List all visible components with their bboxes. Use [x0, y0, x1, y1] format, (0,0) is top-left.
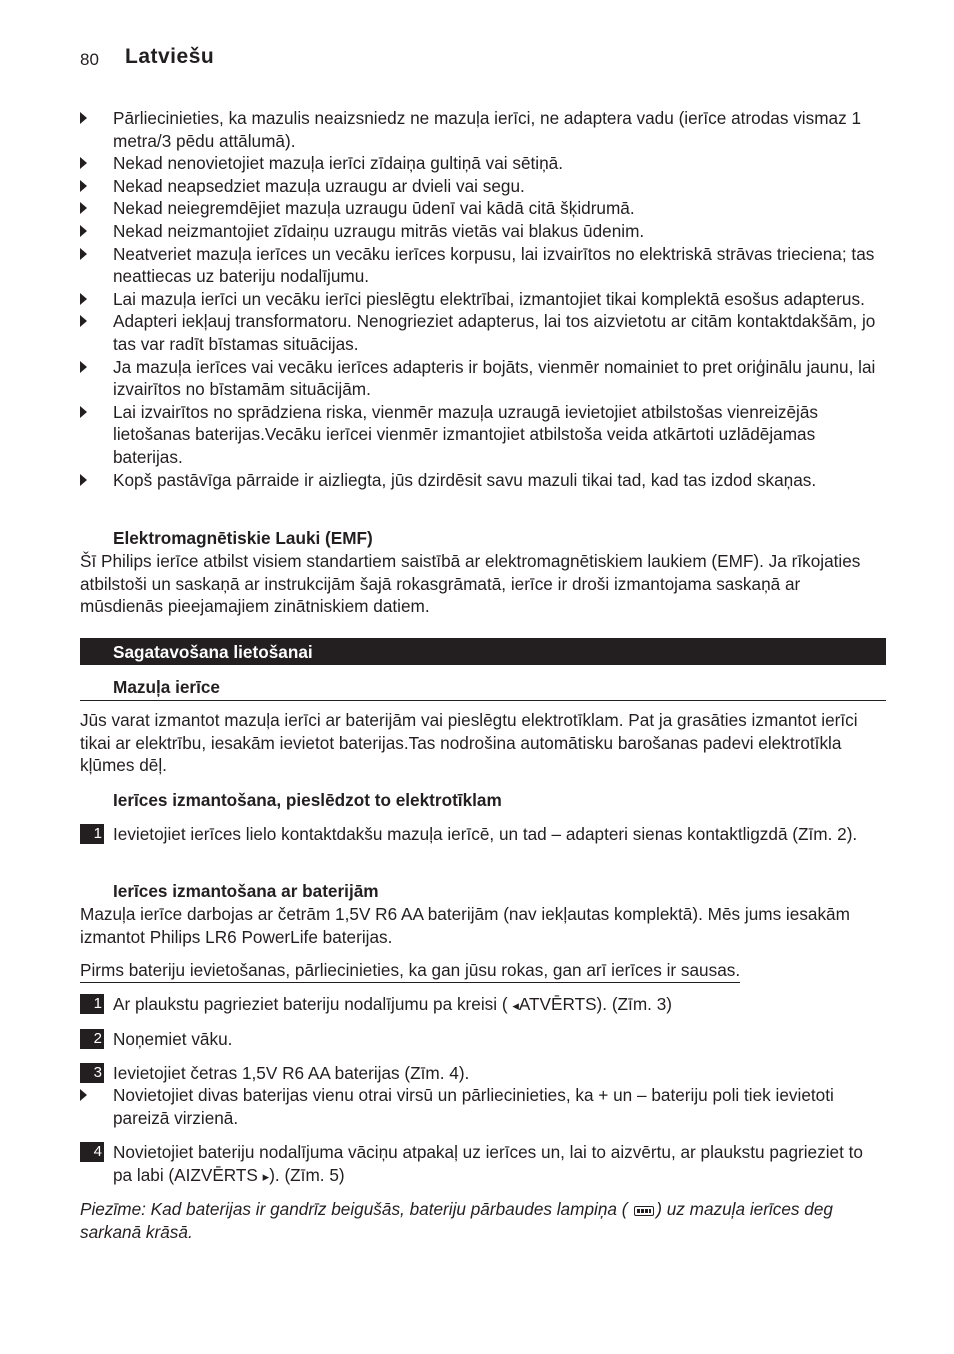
list-item	[80, 243, 886, 288]
step-number: 2	[80, 1029, 104, 1049]
step-text: Ar plaukstu pagrieziet bateriju nodalījumu pa kreisi (	[113, 994, 513, 1014]
bullet-icon	[80, 180, 87, 193]
heading-rule	[80, 700, 886, 701]
bullet-icon	[80, 315, 87, 328]
dry-hands-warning	[80, 959, 740, 982]
list-item	[80, 107, 886, 152]
battery-step-1	[80, 993, 886, 1018]
warning-text: Ja mazuļa ierīces vai vecāku ierīces adapteris ir bojāts, vienmēr nomainiet to pret oriģinālu jaunu, lai izvairītos no bīstamām situācijām.	[113, 356, 876, 400]
list-item	[80, 356, 886, 401]
step-number: 1	[80, 824, 104, 844]
mains-step-1	[80, 823, 886, 846]
baby-unit-heading: Mazuļa ierīce	[113, 677, 220, 697]
step-number: 1	[80, 994, 104, 1014]
bullet-icon	[80, 1089, 87, 1102]
section-title: Sagatavošana lietošanai	[113, 642, 313, 662]
warning-text: Nekad nenovietojiet mazuļa ierīci zīdaiņa gultiņā vai sētiņā.	[113, 153, 563, 174]
batteries-heading: Ierīces izmantošana ar baterijām	[113, 881, 379, 901]
warning-text: Lai izvairītos no sprādziena riska, vienmēr mazuļa uzraugā ievietojiet atbilstošas vienreizējās lietošanas baterijas.Vecāku ierīcei vienmēr izmantojiet atbilstoša veida atkārtoti uzlādējamas baterijas.	[113, 401, 819, 467]
step-text: Noņemiet vāku.	[113, 1029, 233, 1049]
step-text: Novietojiet bateriju nodalījuma vāciņu atpakaļ uz ierīces un, lai to aizvērtu, ar plaukstu pagrieziet to pa labi (AIZVĒRTS	[113, 1142, 863, 1185]
baby-unit-text: Jūs varat izmantot mazuļa ierīci ar baterijām vai pieslēgtu elektrotīklam. Pat ja grasāties izmantot ierīci tikai ar elektrību, iesakām ievietot baterijas.Tas nodrošina automātisku barošanas padevi elektrotīkla kļūmes dēļ.	[80, 710, 858, 776]
bullet-icon	[80, 248, 87, 261]
bullet-icon	[80, 361, 87, 374]
emf-text: Šī Philips ierīce atbilst visiem standartiem saistībā ar elektromagnētiskiem laukiem (EMF). Ja rīkojaties atbilstoši un saskaņā ar instrukcijām šajā rokasgrāmatā, ierīce ir droši izmantojama saskaņā ar mūsdienās pieejamajiem zinātniskiem datiem.	[80, 551, 861, 617]
battery-icon	[634, 1206, 654, 1216]
warning-text: Nekad neiegremdējiet mazuļa uzraugu ūdenī vai kādā citā šķidrumā.	[113, 198, 635, 219]
warning-text: Lai mazuļa ierīci un vecāku ierīci pieslēgtu elektrībai, izmantojiet tikai komplektā esošus adapterus.	[113, 288, 865, 309]
step-text: Ievietojiet ierīces lielo kontaktdakšu mazuļa ierīcē, un tad – adapteri sienas kontaktligzdā (Zīm. 2).	[113, 824, 858, 844]
bullet-icon	[80, 406, 87, 419]
step-text: ATVĒRTS). (Zīm. 3)	[518, 994, 672, 1014]
list-item	[80, 401, 886, 469]
list-item	[80, 175, 886, 198]
warning-text: Nekad neapsedziet mazuļa uzraugu ar dvieli vai segu.	[113, 175, 525, 196]
emf-heading: Elektromagnētiskie Lauki (EMF)	[113, 528, 373, 548]
underlined-text: Pirms bateriju ievietošanas, pārliecinieties, ka gan jūsu rokas, gan arī ierīces ir sausas.	[80, 960, 740, 983]
battery-step-3	[80, 1062, 886, 1085]
bullet-icon	[80, 112, 87, 125]
page-number: 80	[80, 50, 99, 69]
warning-text: Pārliecinieties, ka mazulis neaizsniedz ne mazuļa ierīci, ne adaptera vadu (ierīce atrodas vismaz 1 metra/3 pēdu attālumā).	[113, 108, 862, 151]
bullet-icon	[80, 293, 87, 306]
bullet-icon	[80, 202, 87, 215]
section-bar	[80, 638, 886, 665]
mains-heading: Ierīces izmantošana, pieslēdzot to elektrotīklam	[113, 790, 502, 810]
note: Piezīme: Kad baterijas ir gandrīz beigušās, bateriju pārbaudes lampiņa ( ) uz mazuļa ierīces deg sarkanā krāsā.	[80, 1199, 833, 1242]
list-item	[80, 469, 886, 492]
bullet-icon	[80, 157, 87, 170]
list-item: Novietojiet divas baterijas vienu otrai virsū un pārliecinieties, ka + un – bateriju poli tiek ievietoti pareizā virzienā.	[80, 1084, 886, 1129]
warnings-list	[80, 107, 886, 491]
step3-bullet-list	[80, 1084, 886, 1129]
warning-text: Adapteri iekļauj transformatoru. Nenogrieziet adapterus, lai tos aizvietotu ar citām kontaktdakšām, jo tas var radīt bīstamas situācijas.	[113, 311, 876, 354]
list-item	[80, 220, 886, 243]
batteries-text: Mazuļa ierīce darbojas ar četrām 1,5V R6 AA baterijām (nav iekļautas komplektā). Mēs jums iesakām izmantot Philips LR6 PowerLife baterijas.	[80, 904, 850, 947]
warning-text: Nekad neizmantojiet zīdaiņu uzraugu mitrās vietās vai blakus ūdenim.	[113, 220, 645, 241]
step-number: 4	[80, 1142, 104, 1162]
list-item	[80, 197, 886, 220]
bullet-icon	[80, 225, 87, 238]
battery-step-4	[80, 1141, 886, 1188]
warning-text: Neatveriet mazuļa ierīces un vecāku ierīces korpusu, lai izvairītos no elektriskā strāvas trieciena; tas neattiecas uz bateriju nodalījumu.	[113, 243, 875, 287]
list-item	[80, 152, 886, 175]
step-number: 3	[80, 1063, 104, 1083]
left-arrow-icon: ◂	[512, 998, 519, 1013]
warning-text: Kopš pastāvīga pārraide ir aizliegta, jūs dzirdēsit savu mazuli tikai tad, kad tas izdod skaņas.	[113, 469, 817, 490]
language-heading: Latviešu	[125, 45, 215, 68]
battery-step-2	[80, 1028, 886, 1051]
list-item	[80, 288, 886, 311]
list-item	[80, 310, 886, 355]
right-arrow-icon: ▸	[262, 1168, 270, 1184]
step-text: ). (Zīm. 5)	[269, 1164, 345, 1185]
bullet-icon	[80, 474, 87, 487]
step-text: Ievietojiet četras 1,5V R6 AA baterijas (Zīm. 4).	[113, 1063, 470, 1083]
